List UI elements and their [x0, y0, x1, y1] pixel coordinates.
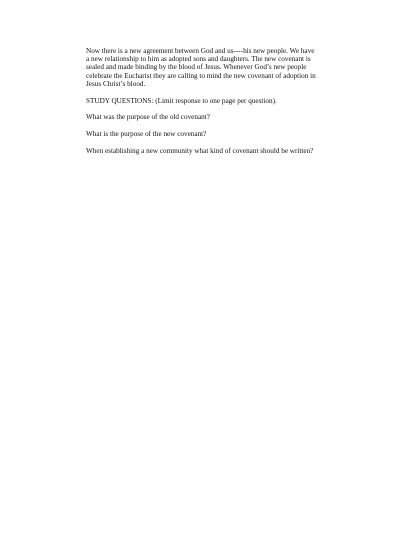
study-questions-heading: STUDY QUESTIONS: (Limit response to one page per question).	[86, 96, 277, 105]
paragraph-gap	[86, 138, 386, 147]
intro-line: celebrate the Eucharist they are calling to mind the new covenant of adoption in	[86, 71, 316, 80]
intro-line: sealed and made binding by the blood of Jesus. Whenever God’s new people	[86, 63, 307, 72]
intro-paragraph	[86, 47, 386, 88]
intro-line: Now there is a new agreement between God and us----his new people. We have	[86, 47, 315, 55]
question-item: What was the purpose of the old covenant?	[86, 113, 210, 122]
document-body	[86, 47, 386, 155]
question-item: When establishing a new community what kind of covenant should be written?	[86, 146, 314, 155]
intro-line: Jesus Christ’s blood.	[86, 79, 146, 88]
paragraph-gap	[86, 88, 386, 97]
paragraph-gap	[86, 105, 386, 114]
paragraph-gap	[86, 121, 386, 130]
intro-line: a new relationship to him as adopted sons and daughters. The new covenant is	[86, 55, 311, 64]
question-item: What is the purpose of the new covenant?	[86, 129, 207, 138]
